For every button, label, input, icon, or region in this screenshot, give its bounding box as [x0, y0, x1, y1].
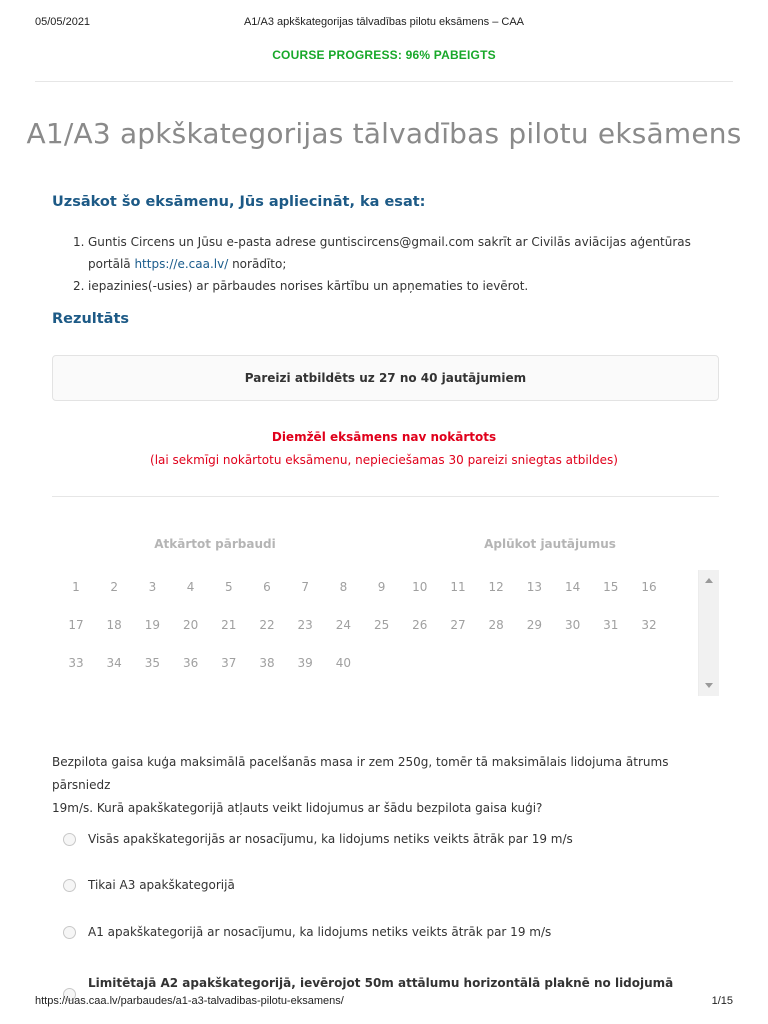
scroll-down-icon[interactable] [705, 683, 713, 688]
question-line: Bezpilota gaisa kuģa maksimālā pacelšanās masa ir zem 250g, tomēr tā maksimālais lidojuma ātrums pārsniedz [52, 755, 669, 792]
fail-note: (lai sekmīgi nokārtotu eksāmenu, nepieciešamas 30 pareizi sniegtas atbildes) [150, 453, 618, 467]
question-number-link[interactable]: 35 [144, 656, 161, 670]
question-number-link[interactable]: 21 [221, 618, 237, 632]
radio-button[interactable] [63, 926, 76, 939]
condition-text: norādīto; [228, 257, 287, 271]
question-number-link[interactable]: 39 [297, 656, 313, 670]
question-number-link[interactable]: 28 [488, 618, 504, 632]
condition-text: iepazinies(-usies) ar pārbaudes norises kārtību un apņematies to ievērot. [88, 279, 529, 293]
question-number-link[interactable]: 13 [526, 580, 543, 594]
question-number-link[interactable]: 40 [335, 656, 352, 670]
question-number-link[interactable]: 36 [182, 656, 199, 670]
portal-link[interactable]: https://e.caa.lv/ [134, 257, 229, 271]
answer-label: Visās apakškategorijās ar nosacījumu, ka lidojums netiks veikts ātrāk par 19 m/s [88, 832, 573, 846]
question-number-link[interactable]: 1 [72, 580, 80, 594]
result-heading: Rezultāts [52, 311, 130, 327]
answer-label: Tikai A3 apakškategorijā [88, 878, 235, 892]
radio-button[interactable] [63, 833, 76, 846]
print-url: https://uas.caa.lv/parbaudes/a1-a3-talvadibas-pilotu-eksamens/ [35, 995, 344, 1007]
list-item [73, 231, 716, 275]
question-number-link[interactable]: 15 [603, 580, 619, 594]
question-number-link[interactable]: 27 [450, 618, 466, 632]
score-box [52, 355, 719, 401]
divider [52, 496, 719, 497]
question-number-link[interactable]: 26 [412, 618, 428, 632]
question-number-link[interactable]: 24 [335, 618, 352, 632]
condition-text: portālā [88, 257, 135, 271]
scroll-up-icon[interactable] [705, 578, 713, 583]
intro-heading: Uzsākot šo eksāmenu, Jūs apliecināt, ka esat: [52, 194, 426, 210]
list-number: 1. [73, 235, 85, 249]
radio-button[interactable] [63, 879, 76, 892]
question-number-link[interactable]: 2 [110, 580, 118, 594]
question-number-link[interactable]: 20 [182, 618, 199, 632]
question-number-link[interactable]: 11 [450, 580, 466, 594]
question-number-link[interactable]: 12 [488, 580, 504, 594]
question-number-link[interactable]: 7 [301, 580, 309, 594]
question-number-link[interactable]: 17 [68, 618, 84, 632]
review-questions-button[interactable]: Aplūkot jautājumus [484, 537, 616, 551]
print-footer [35, 995, 733, 1009]
question-number-link[interactable]: 38 [259, 656, 275, 670]
conditions-list [73, 231, 716, 297]
retake-button[interactable]: Atkārtot pārbaudi [154, 537, 276, 551]
question-number-link[interactable]: 6 [263, 580, 271, 594]
question-number-link[interactable]: 18 [106, 618, 122, 632]
question-number-link[interactable]: 29 [526, 618, 543, 632]
question-number-link[interactable]: 3 [148, 580, 157, 594]
question-number-link[interactable]: 34 [106, 656, 122, 670]
print-header [35, 16, 733, 30]
question-number-link[interactable]: 16 [641, 580, 657, 594]
condition-text: Guntis Circens un Jūsu e-pasta adrese guntiscircens@gmail.com sakrīt ar Civilās aviācijas aģentūras [88, 235, 691, 249]
page-title: A1/A3 apkškategorijas tālvadības pilotu eksāmens [26, 117, 742, 150]
question-number-link[interactable]: 14 [564, 580, 581, 594]
print-date: 05/05/2021 [35, 16, 91, 28]
answer-label: Limitētajā A2 apakškategorijā, ievērojot 50m attālumu horizontālā plaknē no lidojumā [88, 976, 674, 990]
course-progress: COURSE PROGRESS: 96% PABEIGTS [272, 48, 496, 62]
question-number-link[interactable]: 5 [224, 580, 233, 594]
print-page-number: 1/15 [711, 995, 733, 1007]
question-number-link[interactable]: 33 [68, 656, 84, 670]
question-number-link[interactable]: 30 [564, 618, 581, 632]
print-doc-title: A1/A3 apkškategorijas tālvadības pilotu eksāmens – CAA [243, 16, 525, 28]
question-number-link[interactable]: 10 [412, 580, 428, 594]
list-number: 2. [73, 279, 85, 293]
fail-message: Diemžēl eksāmens nav nokārtots [271, 430, 497, 444]
question-number-link[interactable]: 25 [373, 618, 390, 632]
question-number-link[interactable]: 23 [297, 618, 313, 632]
answer-label: A1 apakškategorijā ar nosacījumu, ka lidojums netiks veikts ātrāk par 19 m/s [88, 925, 552, 939]
question-number-link[interactable]: 19 [144, 618, 161, 632]
score-text: Pareizi atbildēts uz 27 no 40 jautājumiem [244, 371, 527, 385]
question-number-link[interactable]: 9 [377, 580, 386, 594]
question-text [52, 751, 722, 820]
question-number-link[interactable]: 4 [186, 580, 195, 594]
question-number-link[interactable]: 32 [641, 618, 657, 632]
question-number-link[interactable]: 31 [603, 618, 619, 632]
scrollbar[interactable] [698, 570, 719, 696]
divider [35, 81, 733, 82]
question-number-link[interactable]: 8 [339, 580, 348, 594]
question-number-link[interactable]: 37 [221, 656, 237, 670]
question-line: 19m/s. Kurā apakškategorijā atļauts veikt lidojumus ar šādu bezpilota gaisa kuģi? [52, 801, 543, 815]
list-item [73, 275, 716, 297]
question-number-link[interactable]: 22 [259, 618, 275, 632]
